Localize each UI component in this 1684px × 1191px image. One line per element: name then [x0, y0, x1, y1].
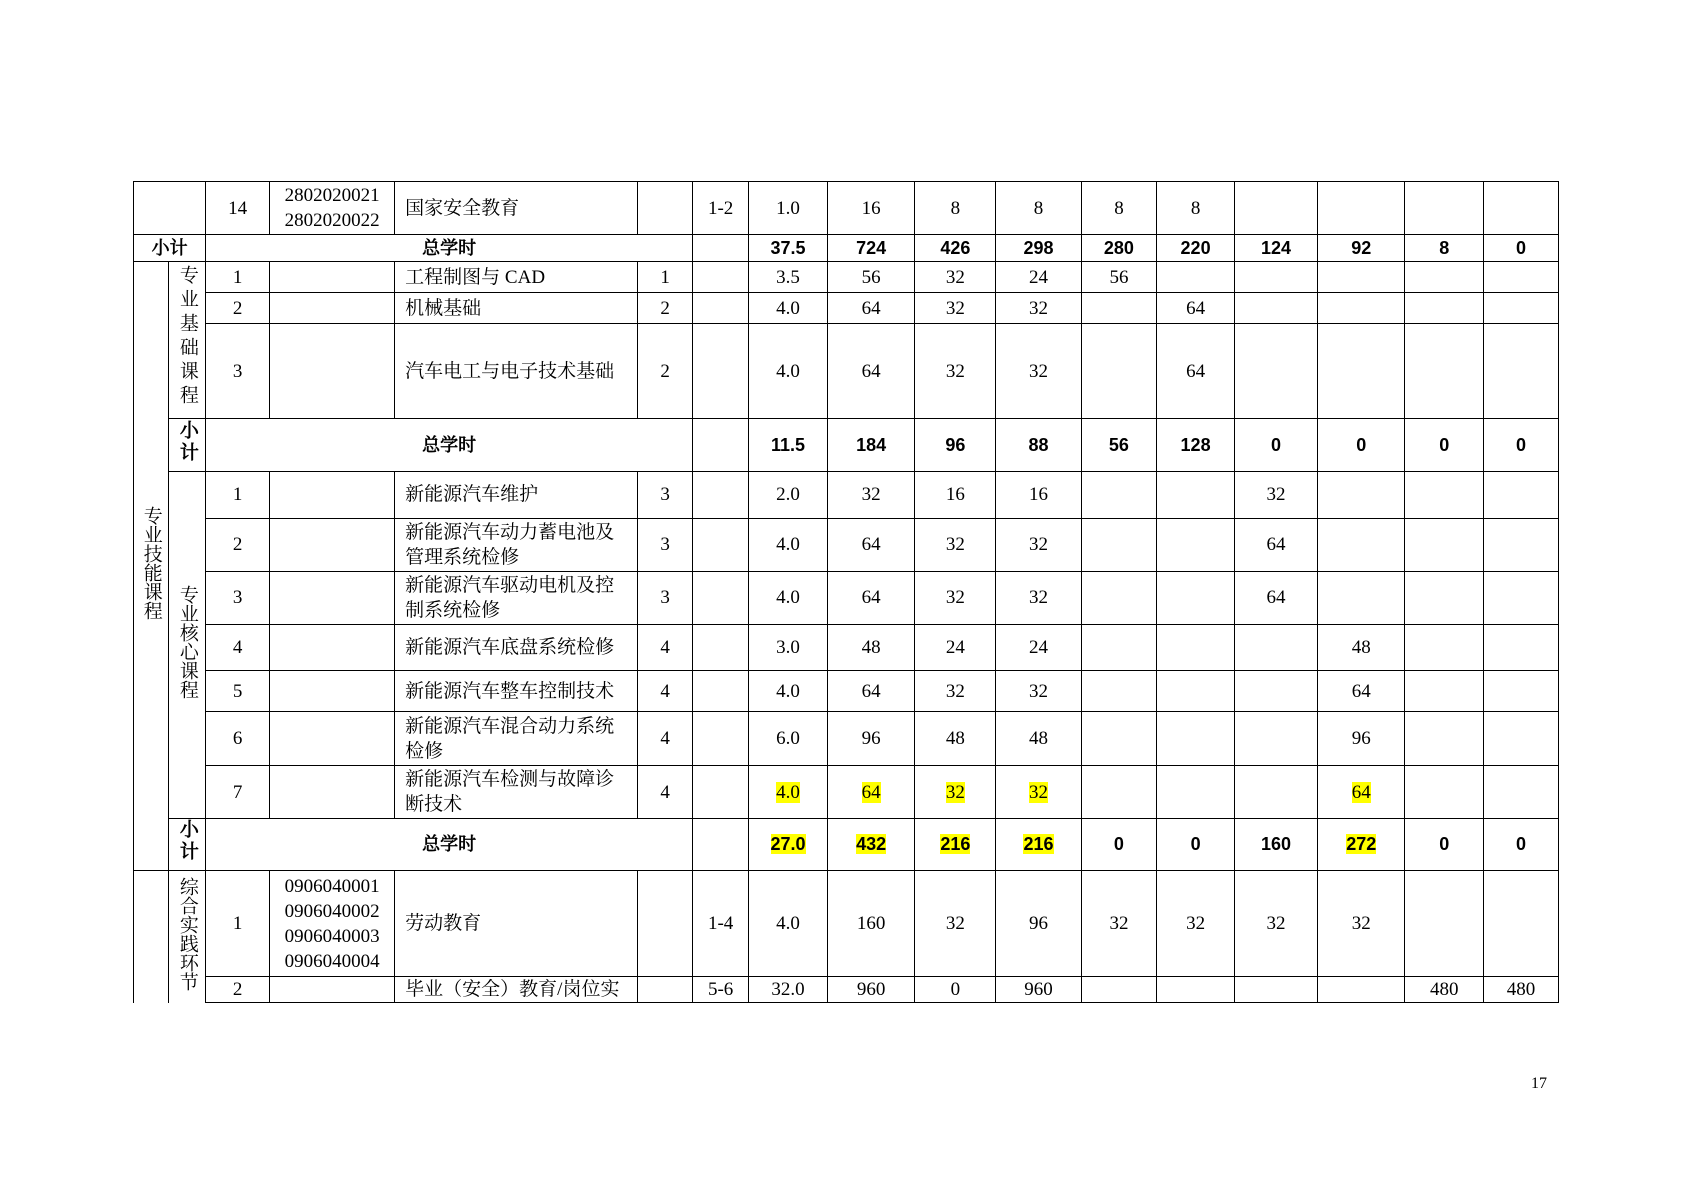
highlighted-value: 64 — [861, 781, 881, 803]
hours-a: 32 — [915, 262, 996, 293]
course-code — [269, 624, 394, 671]
table-row — [134, 624, 1559, 671]
row-number: 2 — [206, 293, 270, 324]
total-hours-label: 总学时 — [206, 419, 693, 472]
highlighted-value: 4.0 — [776, 781, 800, 803]
term-2-hours: 8 — [1157, 182, 1235, 235]
row-number: 3 — [206, 324, 270, 419]
course-name: 新能源汽车检测与故障诊断技术 — [395, 766, 638, 819]
semester-b — [693, 293, 749, 324]
term-1-hours: 280 — [1081, 235, 1157, 262]
term-3-hours — [1234, 766, 1317, 819]
credits: 1.0 — [749, 182, 828, 235]
hours-total: 56 — [827, 262, 914, 293]
hours-total: 64 — [827, 671, 914, 712]
hours-b — [996, 766, 1081, 819]
hours-b: 96 — [996, 871, 1081, 977]
term-4-hours — [1318, 977, 1405, 1003]
highlighted-value: 32 — [945, 781, 965, 803]
term-1-hours — [1081, 712, 1157, 766]
course-code — [269, 324, 394, 419]
hours-b: 88 — [996, 419, 1081, 472]
hours-a: 16 — [915, 472, 996, 519]
term-4-hours — [1318, 472, 1405, 519]
term-5-hours: 8 — [1405, 235, 1484, 262]
term-2-hours: 64 — [1157, 324, 1235, 419]
hours-a: 48 — [915, 712, 996, 766]
hours-b: 32 — [996, 324, 1081, 419]
semester-a: 2 — [638, 324, 693, 419]
term-5-hours — [1405, 871, 1484, 977]
term-6-hours: 0 — [1484, 419, 1559, 472]
term-1-hours: 8 — [1081, 182, 1157, 235]
row-number: 1 — [206, 472, 270, 519]
course-code — [269, 472, 394, 519]
semester-b — [693, 819, 749, 871]
course-name: 新能源汽车驱动电机及控制系统检修 — [395, 571, 638, 624]
hours-total: 160 — [827, 871, 914, 977]
semester-a: 2 — [638, 293, 693, 324]
course-name: 新能源汽车整车控制技术 — [395, 671, 638, 712]
term-6-hours — [1484, 324, 1559, 419]
semester-b — [693, 262, 749, 293]
term-4-hours — [1318, 819, 1405, 871]
table-row — [134, 293, 1559, 324]
course-plan-table — [133, 181, 1559, 1003]
course-name: 机械基础 — [395, 293, 638, 324]
course-code-line: 2802020022 — [284, 210, 380, 231]
term-3-hours: 32 — [1234, 472, 1317, 519]
semester-b — [693, 712, 749, 766]
hours-a: 32 — [915, 671, 996, 712]
term-1-hours — [1081, 671, 1157, 712]
hours-b: 48 — [996, 712, 1081, 766]
semester-a: 3 — [638, 518, 693, 571]
subtotal-label: 小计 — [134, 235, 206, 262]
course-code — [269, 518, 394, 571]
row-number: 2 — [206, 977, 270, 1003]
term-1-hours — [1081, 518, 1157, 571]
term-4-hours — [1318, 518, 1405, 571]
semester-b: 1-4 — [693, 871, 749, 977]
semester-a: 3 — [638, 571, 693, 624]
subsection-label-text: 专业基础课程 — [176, 264, 198, 409]
subtotal-label-text: 小计 — [176, 819, 198, 863]
hours-a: 24 — [915, 624, 996, 671]
course-code-line: 0906040004 — [284, 950, 380, 972]
semester-b — [693, 324, 749, 419]
course-name: 汽车电工与电子技术基础 — [395, 324, 638, 419]
credits — [749, 766, 828, 819]
course-code — [269, 671, 394, 712]
hours-total: 960 — [827, 977, 914, 1003]
term-2-hours — [1157, 712, 1235, 766]
term-5-hours — [1405, 262, 1484, 293]
semester-b — [693, 235, 749, 262]
table-row — [134, 766, 1559, 819]
credits: 37.5 — [749, 235, 828, 262]
subsection-label-text: 专业核心课程 — [176, 584, 198, 699]
hours-b: 32 — [996, 571, 1081, 624]
term-6-hours — [1484, 518, 1559, 571]
term-4-hours — [1318, 766, 1405, 819]
term-6-hours — [1484, 871, 1559, 977]
hours-a: 32 — [915, 571, 996, 624]
hours-b: 960 — [996, 977, 1081, 1003]
highlighted-value: 216 — [940, 834, 971, 854]
term-3-hours: 32 — [1234, 871, 1317, 977]
subtotal-row — [134, 819, 1559, 871]
hours-total: 724 — [827, 235, 914, 262]
table-row — [134, 977, 1559, 1003]
course-name: 劳动教育 — [395, 871, 638, 977]
semester-a: 4 — [638, 624, 693, 671]
section-label-text: 专业技能课程 — [140, 505, 162, 620]
subtotal-label-text: 小计 — [176, 419, 198, 464]
term-1-hours — [1081, 472, 1157, 519]
semester-a — [638, 977, 693, 1003]
row-number: 7 — [206, 766, 270, 819]
term-5-hours — [1405, 324, 1484, 419]
total-hours-label: 总学时 — [206, 819, 693, 871]
term-1-hours — [1081, 766, 1157, 819]
section-label-practice-outer — [134, 871, 169, 1003]
row-number: 2 — [206, 518, 270, 571]
semester-b — [693, 472, 749, 519]
hours-total: 64 — [827, 518, 914, 571]
term-1-hours: 0 — [1081, 819, 1157, 871]
term-6-hours: 480 — [1484, 977, 1559, 1003]
section-label-practice — [168, 871, 206, 1003]
hours-a: 426 — [915, 235, 996, 262]
semester-b — [693, 571, 749, 624]
hours-total: 48 — [827, 624, 914, 671]
term-1-hours — [1081, 977, 1157, 1003]
term-4-hours — [1318, 262, 1405, 293]
subtotal-label — [168, 419, 206, 472]
credits: 2.0 — [749, 472, 828, 519]
semester-a — [638, 871, 693, 977]
term-3-hours — [1234, 977, 1317, 1003]
term-3-hours — [1234, 324, 1317, 419]
term-5-hours — [1405, 624, 1484, 671]
term-4-hours: 96 — [1318, 712, 1405, 766]
hours-total — [827, 766, 914, 819]
row-number: 5 — [206, 671, 270, 712]
term-6-hours: 0 — [1484, 819, 1559, 871]
term-3-hours — [1234, 182, 1317, 235]
course-name: 新能源汽车动力蓄电池及管理系统检修 — [395, 518, 638, 571]
term-2-hours — [1157, 571, 1235, 624]
course-name: 国家安全教育 — [395, 182, 638, 235]
term-1-hours — [1081, 571, 1157, 624]
row-number: 4 — [206, 624, 270, 671]
term-6-hours — [1484, 571, 1559, 624]
term-5-hours — [1405, 472, 1484, 519]
term-4-hours — [1318, 571, 1405, 624]
term-2-hours — [1157, 766, 1235, 819]
hours-a: 0 — [915, 977, 996, 1003]
term-1-hours — [1081, 624, 1157, 671]
term-5-hours — [1405, 571, 1484, 624]
term-2-hours — [1157, 624, 1235, 671]
term-3-hours — [1234, 712, 1317, 766]
term-3-hours — [1234, 671, 1317, 712]
term-1-hours: 56 — [1081, 419, 1157, 472]
table-row — [134, 518, 1559, 571]
hours-b — [996, 819, 1081, 871]
subsection-label-basic — [168, 262, 206, 419]
hours-total: 16 — [827, 182, 914, 235]
term-2-hours — [1157, 977, 1235, 1003]
term-2-hours: 64 — [1157, 293, 1235, 324]
term-4-hours: 64 — [1318, 671, 1405, 712]
subtotal-row — [134, 419, 1559, 472]
course-code — [269, 182, 394, 235]
hours-b: 32 — [996, 671, 1081, 712]
hours-b: 32 — [996, 518, 1081, 571]
table-row — [134, 262, 1559, 293]
credits: 6.0 — [749, 712, 828, 766]
term-2-hours — [1157, 671, 1235, 712]
term-2-hours — [1157, 472, 1235, 519]
term-6-hours — [1484, 182, 1559, 235]
course-code-line: 0906040001 — [284, 875, 380, 897]
term-2-hours: 128 — [1157, 419, 1235, 472]
term-1-hours: 56 — [1081, 262, 1157, 293]
semester-b — [693, 518, 749, 571]
term-3-hours — [1234, 624, 1317, 671]
term-4-hours — [1318, 324, 1405, 419]
course-code — [269, 766, 394, 819]
course-code-line: 0906040003 — [284, 925, 380, 947]
course-code — [269, 977, 394, 1003]
table-row — [134, 712, 1559, 766]
credits: 4.0 — [749, 671, 828, 712]
hours-b: 32 — [996, 293, 1081, 324]
highlighted-value: 27.0 — [770, 834, 806, 854]
term-5-hours: 0 — [1405, 819, 1484, 871]
table-row — [134, 182, 1559, 235]
term-4-hours: 48 — [1318, 624, 1405, 671]
course-code-line: 2802020021 — [284, 185, 380, 206]
semester-a: 3 — [638, 472, 693, 519]
term-6-hours — [1484, 293, 1559, 324]
term-6-hours — [1484, 472, 1559, 519]
page-number: 17 — [1531, 1075, 1547, 1092]
term-2-hours — [1157, 518, 1235, 571]
term-3-hours: 64 — [1234, 518, 1317, 571]
course-name: 新能源汽车混合动力系统检修 — [395, 712, 638, 766]
semester-b — [693, 766, 749, 819]
category-cell — [134, 182, 206, 235]
term-5-hours — [1405, 293, 1484, 324]
hours-a: 8 — [915, 182, 996, 235]
credits: 4.0 — [749, 324, 828, 419]
hours-a: 32 — [915, 293, 996, 324]
table-row — [134, 324, 1559, 419]
term-4-hours: 0 — [1318, 419, 1405, 472]
hours-a — [915, 819, 996, 871]
term-1-hours — [1081, 293, 1157, 324]
semester-b: 5-6 — [693, 977, 749, 1003]
credits: 3.0 — [749, 624, 828, 671]
highlighted-value: 272 — [1346, 834, 1377, 854]
table-row — [134, 472, 1559, 519]
hours-total: 184 — [827, 419, 914, 472]
term-6-hours: 0 — [1484, 235, 1559, 262]
course-name: 新能源汽车维护 — [395, 472, 638, 519]
row-number: 1 — [206, 262, 270, 293]
hours-a — [915, 766, 996, 819]
hours-a: 32 — [915, 324, 996, 419]
course-name: 新能源汽车底盘系统检修 — [395, 624, 638, 671]
hours-total — [827, 819, 914, 871]
section-label-skills — [134, 262, 169, 871]
subsection-label-core — [168, 472, 206, 819]
course-code — [269, 293, 394, 324]
credits: 4.0 — [749, 871, 828, 977]
subtotal-row — [134, 235, 1559, 262]
term-5-hours: 480 — [1405, 977, 1484, 1003]
term-4-hours — [1318, 182, 1405, 235]
term-2-hours: 220 — [1157, 235, 1235, 262]
highlighted-value: 32 — [1028, 781, 1048, 803]
hours-b: 298 — [996, 235, 1081, 262]
term-4-hours: 32 — [1318, 871, 1405, 977]
hours-a: 96 — [915, 419, 996, 472]
credits — [749, 819, 828, 871]
course-name: 工程制图与 CAD — [395, 262, 638, 293]
hours-b: 8 — [996, 182, 1081, 235]
term-3-hours: 0 — [1234, 419, 1317, 472]
term-3-hours: 160 — [1234, 819, 1317, 871]
subtotal-label — [168, 819, 206, 871]
term-6-hours — [1484, 624, 1559, 671]
hours-total: 64 — [827, 571, 914, 624]
term-5-hours: 0 — [1405, 419, 1484, 472]
credits: 4.0 — [749, 571, 828, 624]
row-number: 3 — [206, 571, 270, 624]
term-6-hours — [1484, 262, 1559, 293]
row-number: 1 — [206, 871, 270, 977]
highlighted-value: 64 — [1351, 781, 1371, 803]
semester-a: 1 — [638, 262, 693, 293]
hours-total: 32 — [827, 472, 914, 519]
term-6-hours — [1484, 671, 1559, 712]
hours-b: 16 — [996, 472, 1081, 519]
term-6-hours — [1484, 712, 1559, 766]
total-hours-label: 总学时 — [206, 235, 693, 262]
term-3-hours: 64 — [1234, 571, 1317, 624]
credits: 3.5 — [749, 262, 828, 293]
course-code-line: 0906040002 — [284, 900, 380, 922]
section-label-text: 综合实践环节 — [176, 877, 198, 991]
credits: 4.0 — [749, 518, 828, 571]
table-row — [134, 571, 1559, 624]
term-2-hours: 0 — [1157, 819, 1235, 871]
semester-b — [693, 624, 749, 671]
course-code — [269, 571, 394, 624]
semester-b — [693, 419, 749, 472]
row-number: 14 — [206, 182, 270, 235]
term-4-hours — [1318, 293, 1405, 324]
term-2-hours — [1157, 262, 1235, 293]
term-2-hours: 32 — [1157, 871, 1235, 977]
term-3-hours — [1234, 293, 1317, 324]
term-1-hours: 32 — [1081, 871, 1157, 977]
course-code — [269, 712, 394, 766]
course-code — [269, 871, 394, 977]
hours-total: 64 — [827, 293, 914, 324]
semester-b: 1-2 — [693, 182, 749, 235]
semester-a: 4 — [638, 712, 693, 766]
credits: 11.5 — [749, 419, 828, 472]
term-4-hours: 92 — [1318, 235, 1405, 262]
credits: 4.0 — [749, 293, 828, 324]
term-5-hours — [1405, 766, 1484, 819]
term-6-hours — [1484, 766, 1559, 819]
hours-b: 24 — [996, 262, 1081, 293]
term-5-hours — [1405, 712, 1484, 766]
term-5-hours — [1405, 671, 1484, 712]
term-3-hours: 124 — [1234, 235, 1317, 262]
semester-b — [693, 671, 749, 712]
term-3-hours — [1234, 262, 1317, 293]
term-5-hours — [1405, 518, 1484, 571]
hours-a: 32 — [915, 871, 996, 977]
semester-a: 4 — [638, 766, 693, 819]
row-number: 6 — [206, 712, 270, 766]
semester-a — [638, 182, 693, 235]
hours-total: 64 — [827, 324, 914, 419]
course-name: 毕业（安全）教育/岗位实 — [395, 977, 638, 1003]
hours-b: 24 — [996, 624, 1081, 671]
credits: 32.0 — [749, 977, 828, 1003]
table-row — [134, 671, 1559, 712]
semester-a: 4 — [638, 671, 693, 712]
highlighted-value: 216 — [1023, 834, 1054, 854]
term-5-hours — [1405, 182, 1484, 235]
term-1-hours — [1081, 324, 1157, 419]
table-row — [134, 871, 1559, 977]
highlighted-value: 432 — [856, 834, 887, 854]
hours-a: 32 — [915, 518, 996, 571]
course-code — [269, 262, 394, 293]
hours-total: 96 — [827, 712, 914, 766]
